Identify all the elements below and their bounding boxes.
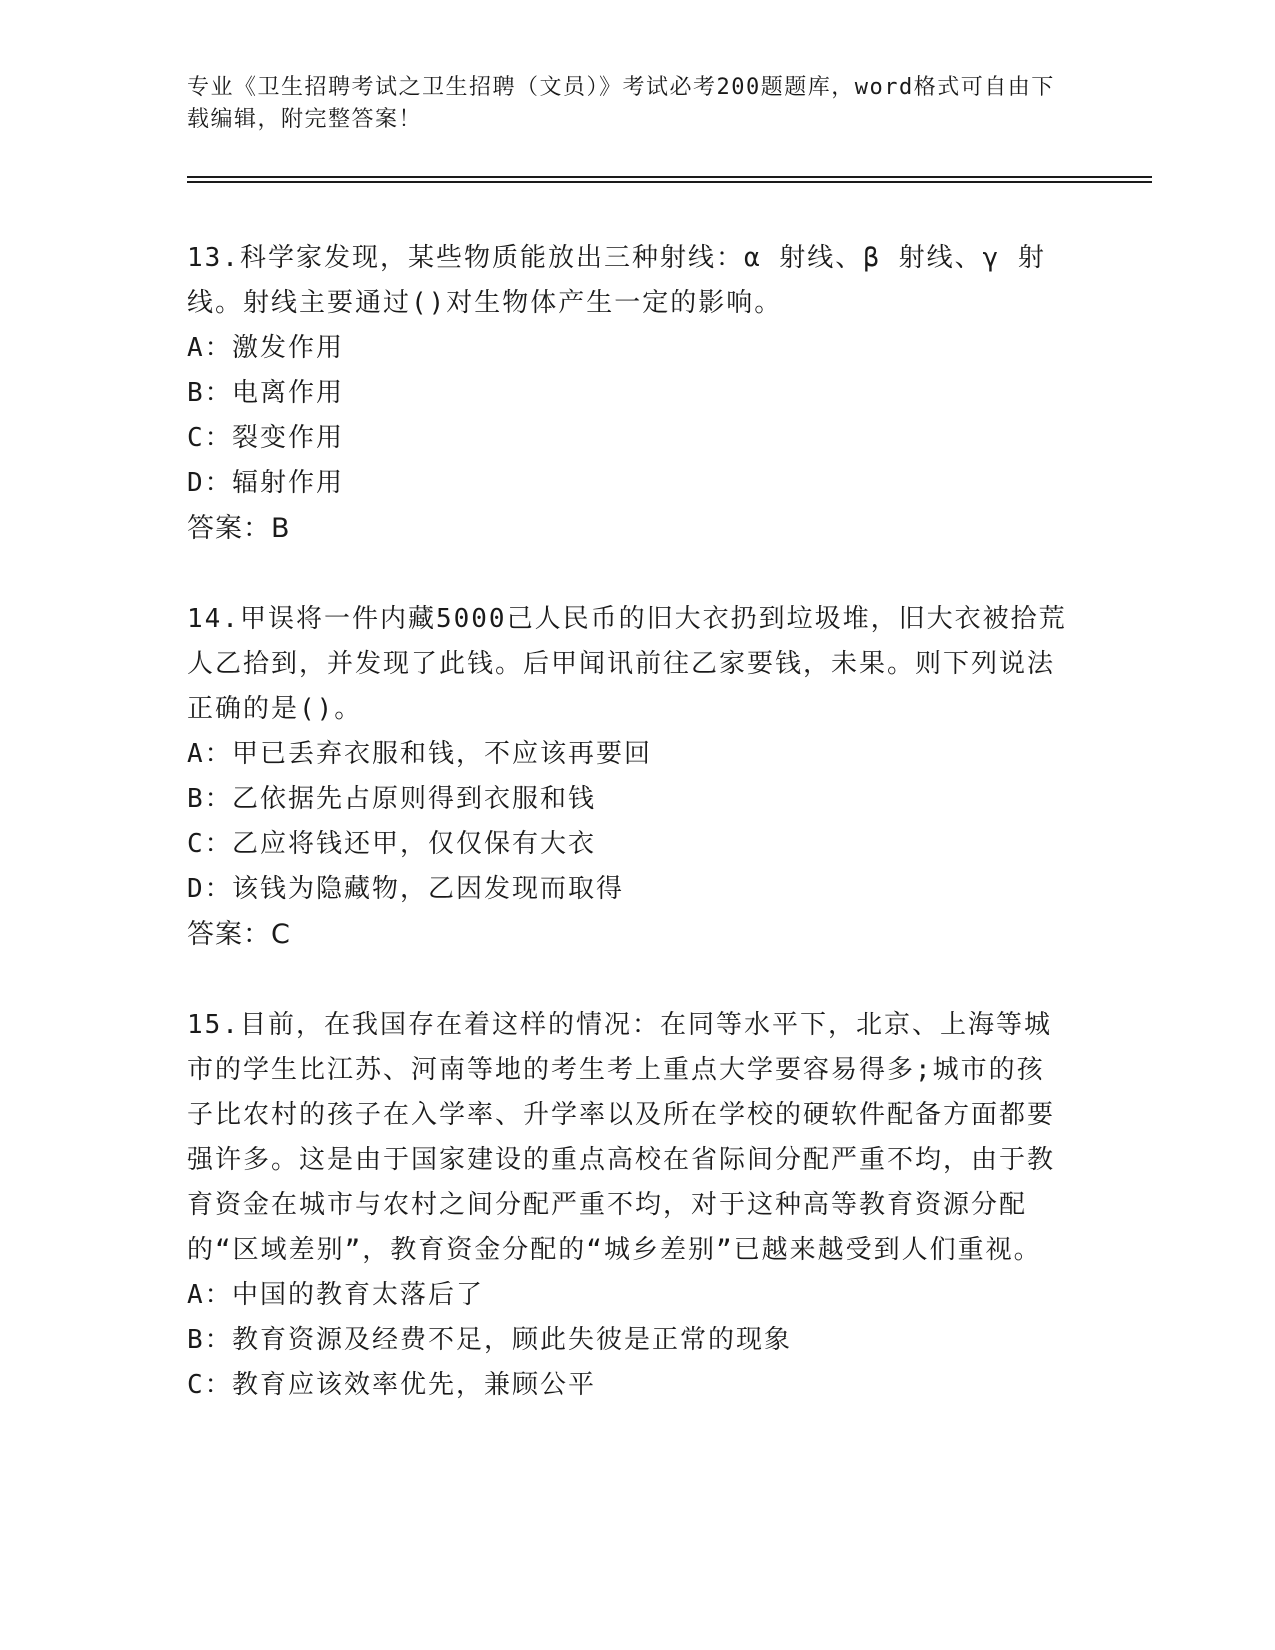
option-c (187, 1363, 1067, 1408)
option-key: B： (187, 378, 233, 408)
option-key: C： (187, 1370, 233, 1400)
option-text: 电离作用 (232, 378, 345, 408)
option-d (187, 461, 1067, 506)
question-stem: 14.甲误将一件内藏5000己人民币的旧大衣扔到垃圾堆，旧大衣被拾荒人乙拾到，并发现了此钱。后甲闻讯前往乙家要钱，未果。则下列说法正确的是()。 (187, 604, 1067, 724)
option-c (187, 822, 1067, 867)
question-15 (187, 1003, 1067, 1408)
option-key: D： (187, 468, 233, 498)
header-divider-bottom (187, 181, 1152, 183)
option-text: 中国的教育太落后了 (232, 1280, 485, 1310)
option-text: 该钱为隐藏物，乙因发现而取得 (232, 874, 625, 904)
question-13 (187, 236, 1067, 551)
header-divider-top (187, 176, 1152, 178)
option-text: 乙应将钱还甲，仅仅保有大衣 (232, 829, 597, 859)
question-14 (187, 597, 1067, 957)
question-stem: 13.科学家发现，某些物质能放出三种射线：α 射线、β 射线、γ 射线。射线主要通过()对生物体产生一定的影响。 (187, 243, 1046, 318)
option-key: C： (187, 829, 233, 859)
option-key: A： (187, 333, 233, 363)
option-text: 教育应该效率优先，兼顾公平 (232, 1370, 597, 1400)
option-key: B： (187, 784, 233, 814)
option-a (187, 326, 1067, 371)
question-stem: 15.目前，在我国存在着这样的情况：在同等水平下，北京、上海等城市的学生比江苏、河南等地的考生考上重点大学要容易得多;城市的孩子比农村的孩子在入学率、升学率以及所在学校的硬软件配备方面都要强许多。这是由于国家建设的重点高校在省际间分配严重不均，由于教育资金在城市与农村之间分配严重不均，对于这种高等教育资源分配的“区域差别”，教育资金分配的“城乡差别”已越来越受到人们重视。 (187, 1010, 1056, 1265)
option-text: 激发作用 (232, 333, 345, 363)
option-b (187, 777, 1067, 822)
option-text: 教育资源及经费不足，顾此失彼是正常的现象 (232, 1325, 793, 1355)
answer-line: 答案：B (187, 513, 291, 544)
option-text: 乙依据先占原则得到衣服和钱 (232, 784, 597, 814)
option-key: D： (187, 874, 233, 904)
option-text: 裂变作用 (232, 423, 345, 453)
option-key: A： (187, 739, 233, 769)
option-text: 辐射作用 (232, 468, 345, 498)
option-key: A： (187, 1280, 233, 1310)
option-text: 甲已丢弃衣服和钱，不应该再要回 (232, 739, 653, 769)
option-b (187, 371, 1067, 416)
option-a (187, 1273, 1067, 1318)
option-a (187, 732, 1067, 777)
option-b (187, 1318, 1067, 1363)
document-header: 专业《卫生招聘考试之卫生招聘（文员）》考试必考200题题库，word格式可自由下载编辑，附完整答案！ (187, 75, 1055, 132)
answer-line: 答案：C (187, 919, 291, 950)
option-d (187, 867, 1067, 912)
option-key: C： (187, 423, 233, 453)
option-c (187, 416, 1067, 461)
option-key: B： (187, 1325, 233, 1355)
